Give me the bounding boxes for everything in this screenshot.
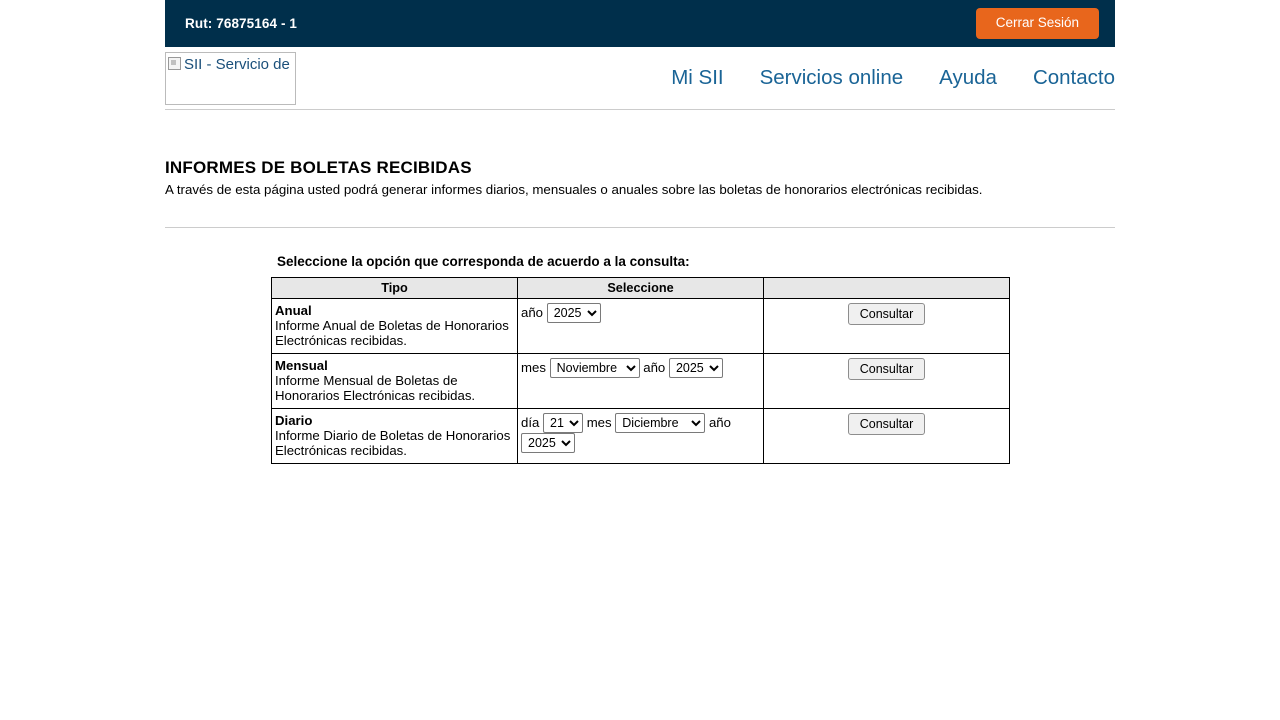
mensual-consultar-button[interactable]: Consultar	[848, 358, 926, 380]
table-row	[272, 409, 1010, 464]
table-row	[272, 299, 1010, 354]
rut-label: Rut: 76875164 - 1	[185, 16, 298, 31]
section-divider	[165, 227, 1115, 228]
anual-consultar-button[interactable]: Consultar	[848, 303, 926, 325]
anual-year-select[interactable]	[547, 303, 601, 323]
column-header-seleccione: Seleccione	[518, 278, 764, 299]
broken-image-icon	[168, 57, 181, 70]
page-subtitle: A través de esta página usted podrá generar informes diarios, mensuales o anuales sobre las boletas de honorarios electrónicas recibidas.	[165, 182, 983, 197]
sii-logo-broken-image[interactable]	[165, 52, 296, 105]
nav-item-contacto[interactable]: Contacto	[1032, 66, 1115, 89]
site-header	[165, 47, 1115, 110]
diario-year-select[interactable]	[521, 433, 575, 453]
report-options-table	[271, 277, 1010, 464]
mensual-month-select[interactable]	[550, 358, 640, 378]
diario-year-label: año	[708, 415, 731, 430]
diario-day-label: día	[521, 415, 540, 430]
anual-year-label: año	[521, 305, 544, 320]
row-mensual-selection-cell	[518, 354, 764, 409]
row-diario-action-cell	[764, 409, 1010, 464]
nav-item-mi-sii[interactable]: Mi SII	[671, 66, 724, 89]
diario-month-select[interactable]	[615, 413, 705, 433]
mensual-year-select[interactable]	[669, 358, 723, 378]
row-anual-description: Informe Anual de Boletas de Honorarios Electrónicas recibidas.	[275, 318, 509, 348]
page-title: INFORMES DE BOLETAS RECIBIDAS	[165, 158, 472, 177]
column-header-action	[764, 278, 1010, 299]
row-anual-selection-cell	[518, 299, 764, 354]
row-diario-description: Informe Diario de Boletas de Honorarios Electrónicas recibidas.	[275, 428, 511, 458]
diario-consultar-button[interactable]: Consultar	[848, 413, 926, 435]
logout-button[interactable]: Cerrar Sesión	[976, 8, 1099, 38]
table-caption: Seleccione la opción que corresponda de acuerdo a la consulta:	[277, 254, 690, 269]
row-mensual-title: Mensual	[275, 358, 328, 373]
diario-month-label: mes	[586, 415, 612, 430]
row-anual-description-cell	[272, 299, 518, 354]
row-diario-description-cell	[272, 409, 518, 464]
row-diario-selection-cell	[518, 409, 764, 464]
table-row	[272, 354, 1010, 409]
column-header-tipo: Tipo	[272, 278, 518, 299]
row-mensual-description-cell	[272, 354, 518, 409]
main-navigation	[671, 66, 1115, 90]
options-section	[165, 254, 1115, 464]
row-anual-action-cell	[764, 299, 1010, 354]
row-mensual-action-cell	[764, 354, 1010, 409]
row-diario-title: Diario	[275, 413, 313, 428]
logo-alt-text: SII - Servicio de	[184, 55, 290, 73]
page-container	[165, 0, 1115, 464]
row-anual-title: Anual	[275, 303, 312, 318]
main-content	[165, 110, 1115, 464]
nav-item-ayuda[interactable]: Ayuda	[939, 66, 997, 89]
diario-day-select[interactable]	[543, 413, 583, 433]
mensual-month-label: mes	[521, 360, 546, 375]
mensual-year-label: año	[643, 360, 666, 375]
table-header-row	[272, 278, 1010, 299]
nav-item-servicios-online[interactable]: Servicios online	[759, 66, 904, 89]
row-mensual-description: Informe Mensual de Boletas de Honorarios Electrónicas recibidas.	[275, 373, 476, 403]
top-bar	[165, 0, 1115, 47]
